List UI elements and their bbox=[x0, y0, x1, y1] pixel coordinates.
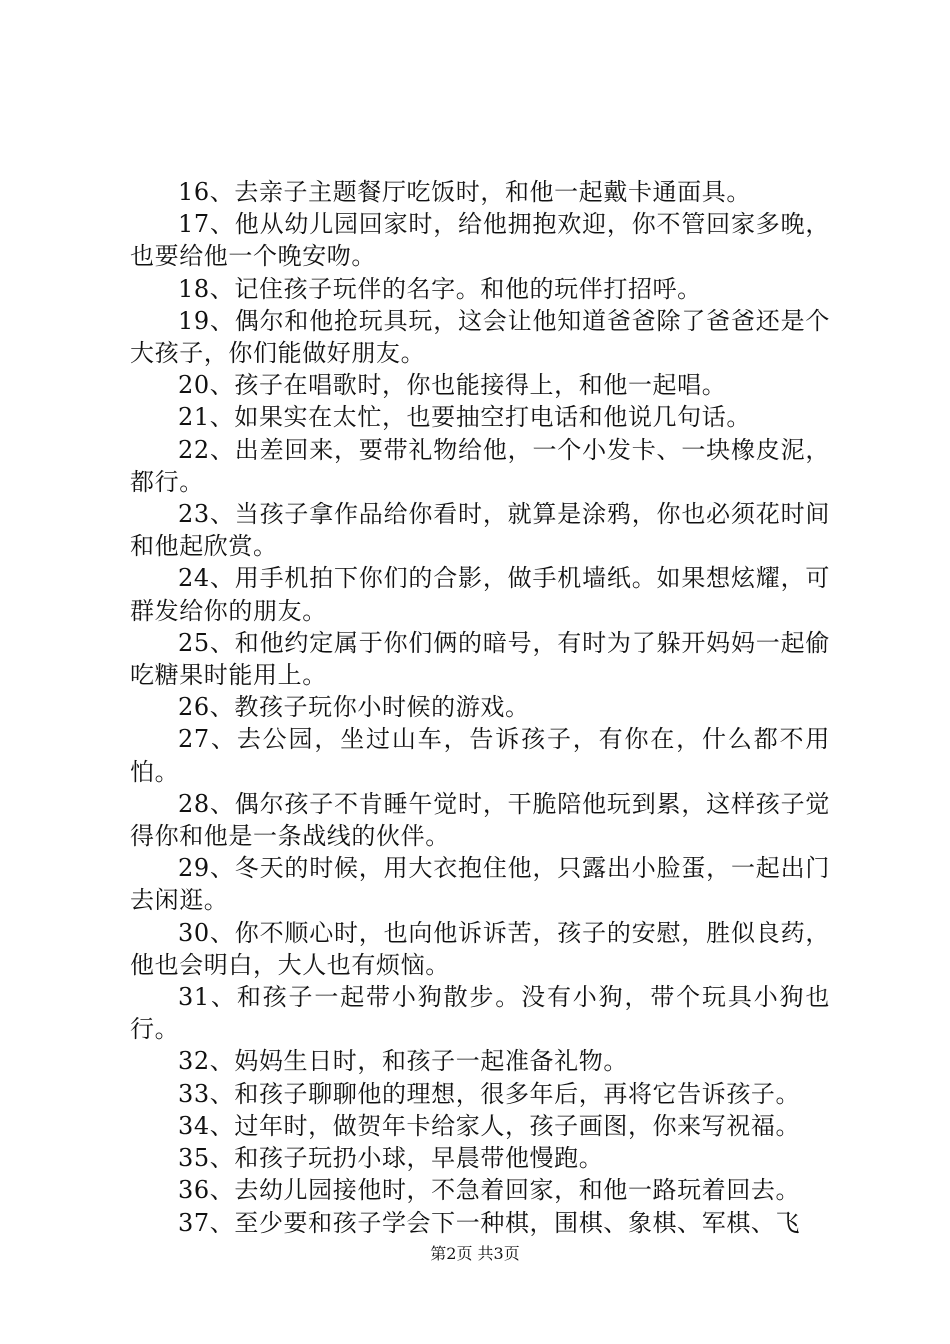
paragraph-26: 26、教孩子玩你小时候的游戏。 bbox=[178, 693, 530, 722]
document-body bbox=[130, 176, 830, 1239]
paragraph-33: 33、和孩子聊聊他的理想，很多年后，再将它告诉孩子。 bbox=[178, 1079, 801, 1108]
paragraph-34: 34、过年时，做贺年卡给家人，孩子画图，你来写祝福。 bbox=[178, 1111, 801, 1140]
paragraph-24: 24、用手机拍下你们的合影，做手机墙纸。如果想炫耀，可群发给你的朋友。 bbox=[130, 564, 830, 625]
paragraph-35: 35、和孩子玩扔小球，早晨带他慢跑。 bbox=[178, 1144, 604, 1173]
page-number-footer: 第2页 共3页 bbox=[430, 1244, 520, 1263]
paragraph-36: 36、去幼儿园接他时，不急着回家，和他一路玩着回去。 bbox=[178, 1176, 801, 1205]
paragraph-19: 19、偶尔和他抢玩具玩，这会让他知道爸爸除了爸爸还是个大孩子，你们能做好朋友。 bbox=[130, 306, 830, 368]
paragraph-32: 32、妈妈生日时，和孩子一起准备礼物。 bbox=[178, 1047, 628, 1076]
paragraph-23: 23、当孩子拿作品给你看时，就算是涂鸦，你也必须花时间和他起欣赏。 bbox=[130, 500, 830, 561]
paragraph-29: 29、冬天的时候，用大衣抱住他，只露出小脸蛋，一起出门去闲逛。 bbox=[130, 854, 830, 915]
paragraph-25: 25、和他约定属于你们俩的暗号，有时为了躲开妈妈一起偷吃糖果时能用上。 bbox=[130, 628, 830, 690]
paragraph-16: 16、去亲子主题餐厅吃饭时，和他一起戴卡通面具。 bbox=[178, 178, 751, 206]
paragraph-28: 28、偶尔孩子不肯睡午觉时，干脆陪他玩到累，这样孩子觉得你和他是一条战线的伙伴。 bbox=[130, 789, 830, 851]
paragraph-31: 31、和孩子一起带小狗散步。没有小狗，带个玩具小狗也行。 bbox=[130, 983, 830, 1044]
paragraph-37: 37、至少要和孩子学会下一种棋，围棋、象棋、军棋、飞 bbox=[178, 1208, 801, 1237]
paragraph-17: 17、他从幼儿园回家时，给他拥抱欢迎，你不管回家多晚，也要给他一个晚安吻。 bbox=[130, 210, 830, 271]
paragraph-30: 30、你不顺心时，也向他诉诉苦，孩子的安慰，胜似良药，他也会明白，大人也有烦恼。 bbox=[130, 918, 830, 979]
paragraph-20: 20、孩子在唱歌时，你也能接得上，和他一起唱。 bbox=[178, 371, 727, 400]
paragraph-21: 21、如果实在太忙，也要抽空打电话和他说几句话。 bbox=[178, 403, 751, 432]
paragraph-27: 27、去公园，坐过山车，告诉孩子，有你在，什么都不用怕。 bbox=[130, 725, 830, 786]
paragraph-22: 22、出差回来，要带礼物给他，一个小发卡、一块橡皮泥，都行。 bbox=[130, 435, 830, 496]
paragraph-18: 18、记住孩子玩伴的名字。和他的玩伴打招呼。 bbox=[178, 274, 702, 303]
